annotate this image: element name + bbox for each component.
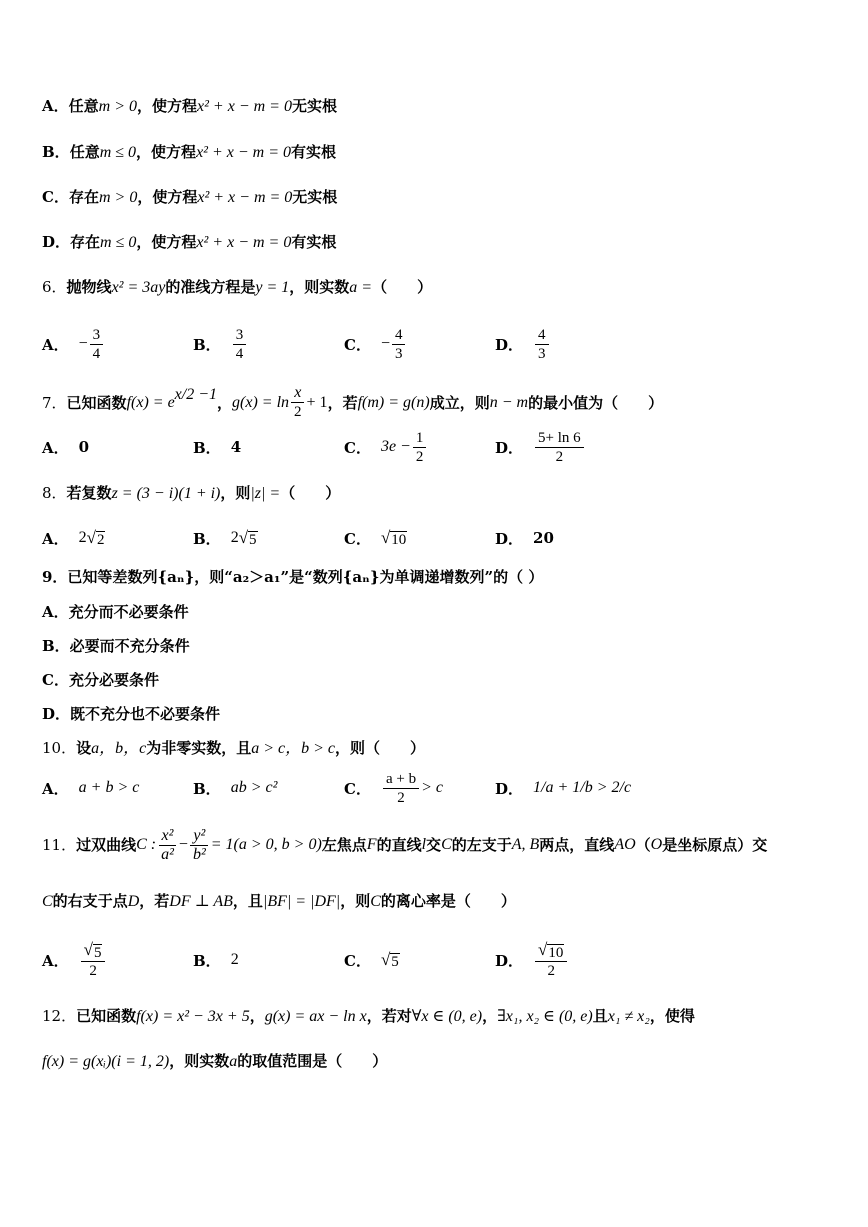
q6-option-d[interactable] [495,322,551,366]
option-label: C． [344,335,371,354]
math-condition: m ≤ 0 [100,234,137,251]
question-text: 交 [426,836,442,854]
q6-option-a[interactable] [42,322,105,366]
square-root: √ 5 [238,528,257,548]
denominator: 4 [235,345,244,362]
question-text: ， [217,393,233,412]
math-condition: a > c，b > c [251,740,336,757]
q7-options [42,425,842,469]
numerator: x [291,384,304,403]
numerator: 3 [90,326,104,345]
fraction [81,941,106,980]
option-text: 存在 [68,188,99,206]
q10-option-c[interactable] [344,766,443,810]
math-equation: |BF| = |DF| [262,893,341,910]
math-points: A, B [511,836,540,853]
question-text: 的准线方程是 [165,278,256,296]
question-text: 若复数 [66,484,112,502]
question-number: 8． [42,484,67,502]
option-text: 有实根 [291,233,337,251]
numerator: 1 [413,429,427,448]
q8-option-c[interactable] [344,516,407,560]
question-text: ，则 [220,484,251,502]
math-equation: x² + x − m = 0 [196,234,292,251]
option-label: D． [495,529,524,548]
denominator: 2 [415,448,424,465]
denominator: 2 [89,962,97,979]
option-text: 任意 [68,97,99,115]
math-line: AO [614,836,636,853]
question-text: 为非零实数，且 [146,739,252,757]
question-text: 且 [592,1007,608,1025]
option-value: 4 [230,438,242,456]
question-text: ，使得 [649,1007,695,1025]
option-text: ，使方程 [136,233,197,251]
fraction-y [190,827,209,864]
minus-sign: − [380,335,390,352]
q8-option-b[interactable] [193,516,258,560]
q11-option-c[interactable] [344,938,400,982]
q6-option-c[interactable] [344,322,407,366]
question-number: 11． [42,836,77,854]
q9-option-c[interactable]: C．充分必要条件 [42,671,159,689]
fraction-x [158,827,177,864]
q7-option-d[interactable] [495,425,586,469]
option-label: B． [193,779,221,798]
q5-option-b[interactable] [42,142,336,163]
option-value: 2 [230,951,239,968]
numerator: 4 [535,326,549,345]
square-root: √ 10 [538,939,564,961]
math-point: O [650,836,663,853]
fraction [291,384,305,421]
math-relation: x₁ ≠ x₂ [607,1008,650,1025]
math-curve: C [441,836,452,853]
math-variable: a [229,1053,238,1070]
question-8-stem [42,483,340,504]
option-label: C． [42,188,69,206]
q7-option-c[interactable] [344,425,428,469]
q8-options [42,516,842,560]
fraction [535,941,567,980]
math-term: 3e − [380,438,411,455]
fraction [413,429,427,466]
math-term: + 1 [306,393,328,411]
question-text: ， [482,1007,498,1025]
option-text: 无实根 [292,188,338,206]
fraction [535,326,549,363]
question-text: ，若对 [366,1007,412,1025]
radicand: 2 [96,532,105,548]
option-value: 20 [533,529,554,547]
fraction [392,326,406,363]
denominator: 3 [538,345,546,362]
minus-sign: − [78,335,88,352]
question-text: ，则实数 [169,1052,230,1070]
denominator: 2 [294,404,302,420]
numerator: a + b [383,770,419,789]
fraction [233,326,247,363]
question-number: 7． [42,393,67,412]
question-text: 的取值范围是（ ） [237,1052,388,1070]
coefficient: 2 [78,529,87,546]
math-condition: m ≤ 0 [99,144,137,161]
denominator: a² [161,845,174,863]
q8-option-a[interactable] [42,516,105,560]
question-number: 10． [42,739,77,757]
numerator: 3 [233,326,247,345]
question-text: ，若 [327,393,358,412]
option-label: B． [193,951,221,970]
math-quantifier: ∃x₁, x₂ ∈ (0, e) [497,1008,593,1025]
question-text: 是坐标原点）交 [662,836,768,854]
square-root: √ 2 [86,528,105,548]
denominator: 3 [394,345,403,362]
option-label: A． [42,779,69,798]
math-point: F [366,836,377,853]
q10-option-a[interactable] [42,766,139,810]
math-curve: C [42,893,53,910]
question-text: ，若 [139,892,170,910]
question-text: 左焦点 [321,836,367,854]
option-text: 存在 [70,233,101,251]
option-label: D． [495,335,524,354]
q5-option-d[interactable] [42,232,336,253]
radicand: 5 [93,944,102,961]
option-label: C． [344,529,371,548]
math-point: D [127,893,140,910]
q11-options [42,938,842,982]
math-equation: x² + x − m = 0 [197,98,292,115]
answer-parens: （ ） [280,484,341,502]
radicand: 5 [391,954,399,970]
answer-parens: （ ） [372,278,433,296]
q5-option-a[interactable] [42,96,337,117]
option-text: 无实根 [291,97,337,115]
numerator: 4 [392,326,406,345]
math-line: l [421,836,427,853]
option-text: ，使方程 [136,143,197,161]
square-root: √ 10 [380,528,407,548]
question-9-stem: 9．已知等差数列{aₙ}，则“a₂＞a₁”是“数列{aₙ}为单调递增数列”的（ ） [42,568,544,586]
question-text: 抛物线 [66,278,112,296]
math-equation: f(m) = g(n) [357,393,430,411]
math-curve: C [370,893,381,910]
q11-option-d[interactable] [495,938,569,982]
math-function-g: g(x) = ln [232,393,290,411]
option-label: B． [193,529,221,548]
option-label: A． [42,529,69,548]
option-label: C． [344,779,371,798]
question-text: ， [249,1007,265,1025]
radicand: 5 [249,532,257,548]
denominator: 2 [397,789,405,806]
numerator: y² [190,827,208,846]
square-root: √ 5 [380,950,399,970]
q7-option-a[interactable] [42,425,89,469]
question-10-stem [42,738,425,759]
math-function-f: f(x) = e [126,393,175,411]
radicand: 10 [391,532,407,548]
q9-option-a[interactable]: A．充分而不必要条件 [42,603,189,621]
q10-option-d[interactable] [495,766,631,810]
math-function-g: g(x) = ax − ln x [264,1008,367,1025]
coefficient: 2 [230,529,239,546]
q5-option-c[interactable] [42,187,337,208]
question-text: 的直线 [376,836,422,854]
denominator: b² [192,845,206,863]
math-equation: z = (3 − i)(1 + i) [111,485,221,502]
question-text: ，且 [232,892,263,910]
question-text: ，则 [340,892,371,910]
answer-parens: ，则（ ） [335,739,426,757]
option-label: D． [495,438,524,457]
minus-sign: − [178,836,188,853]
denominator: 2 [555,448,564,465]
denominator: 4 [92,345,101,362]
question-text: 的左支于 [451,836,512,854]
q7-option-b[interactable] [193,425,241,469]
question-12-stem-line1 [42,1006,695,1027]
fraction [535,429,584,466]
curve-name: C : [136,836,157,853]
math-condition: m > 0 [98,98,138,115]
radicand: 10 [548,944,564,961]
q9-option-b[interactable]: B．必要而不充分条件 [42,637,190,655]
question-number: 6． [42,278,67,296]
option-label: D． [42,233,71,251]
question-text: 的右支于点 [52,892,128,910]
math-quantifier: ∀x ∈ (0, e) [411,1008,483,1025]
numerator: 5+ ln 6 [535,429,584,448]
q9-option-d[interactable]: D．既不充分也不必要条件 [42,705,221,723]
q11-option-b[interactable] [193,938,239,982]
math-expression: ab > c² [230,779,278,796]
option-label: A． [42,335,69,354]
math-equation: = 1(a > 0, b > 0) [210,836,322,853]
math-variables: a，b，c [91,740,147,757]
denominator: 2 [547,962,555,979]
option-value: 0 [78,438,90,456]
math-term: > c [421,779,443,796]
option-label: C． [344,951,371,970]
math-function-f: f(x) = x² − 3x + 5 [136,1008,250,1025]
question-text: 两点，直线 [539,836,615,854]
option-label: A． [42,951,69,970]
math-expression: n − m [489,393,529,411]
question-number: 12． [42,1007,77,1025]
question-12-stem-line2 [42,1051,387,1072]
option-text: ，使方程 [137,188,198,206]
q11-option-a[interactable] [42,938,107,982]
option-label: C． [344,438,371,457]
numerator: x² [159,827,177,846]
q10-options [42,766,842,810]
question-6-stem [42,277,432,298]
question-text: （ [635,836,651,854]
exponent: x/2 −1 [174,385,218,403]
question-11-stem-line1 [42,825,767,865]
option-label: B． [193,335,221,354]
question-11-stem-line2 [42,891,516,912]
math-expression: a + b > c [78,779,140,796]
math-equation: x² + x − m = 0 [197,189,293,206]
question-text: 设 [76,739,92,757]
q6-options [42,322,842,366]
option-label: B． [193,438,221,457]
math-condition: m > 0 [98,189,138,206]
math-equation: x² = 3ay [111,279,166,296]
question-text: ，则实数 [289,278,350,296]
question-text: 过双曲线 [76,836,137,854]
math-inequality: 1/a + 1/b > 2/c [533,779,632,796]
math-equation: f(x) = g(xᵢ)(i = 1, 2) [42,1053,170,1070]
question-text: 已知函数 [66,393,127,412]
math-expression: |z| = [250,485,281,502]
q10-option-b[interactable] [193,766,277,810]
option-text: 任意 [69,143,100,161]
option-text: 有实根 [291,143,337,161]
question-text: 已知函数 [76,1007,137,1025]
math-equation: x² + x − m = 0 [196,144,292,161]
option-label: B． [42,143,70,161]
question-text: 成立，则 [429,393,490,412]
option-label: A． [42,438,69,457]
math-equation: y = 1 [255,279,290,296]
question-text: 的最小值为（ ） [528,393,664,412]
q8-option-d[interactable] [495,516,554,560]
option-label: A． [42,97,69,115]
question-7-stem [42,384,663,421]
question-text: 的离心率是（ ） [380,892,516,910]
fraction [383,770,419,807]
option-label: D． [495,779,524,798]
option-label: D． [495,951,524,970]
math-relation: DF ⊥ AB [169,893,233,910]
fraction [90,326,104,363]
square-root: √ 5 [83,939,102,961]
q6-option-b[interactable] [193,322,248,366]
option-text: ，使方程 [137,97,198,115]
math-equation: a = [349,279,373,296]
